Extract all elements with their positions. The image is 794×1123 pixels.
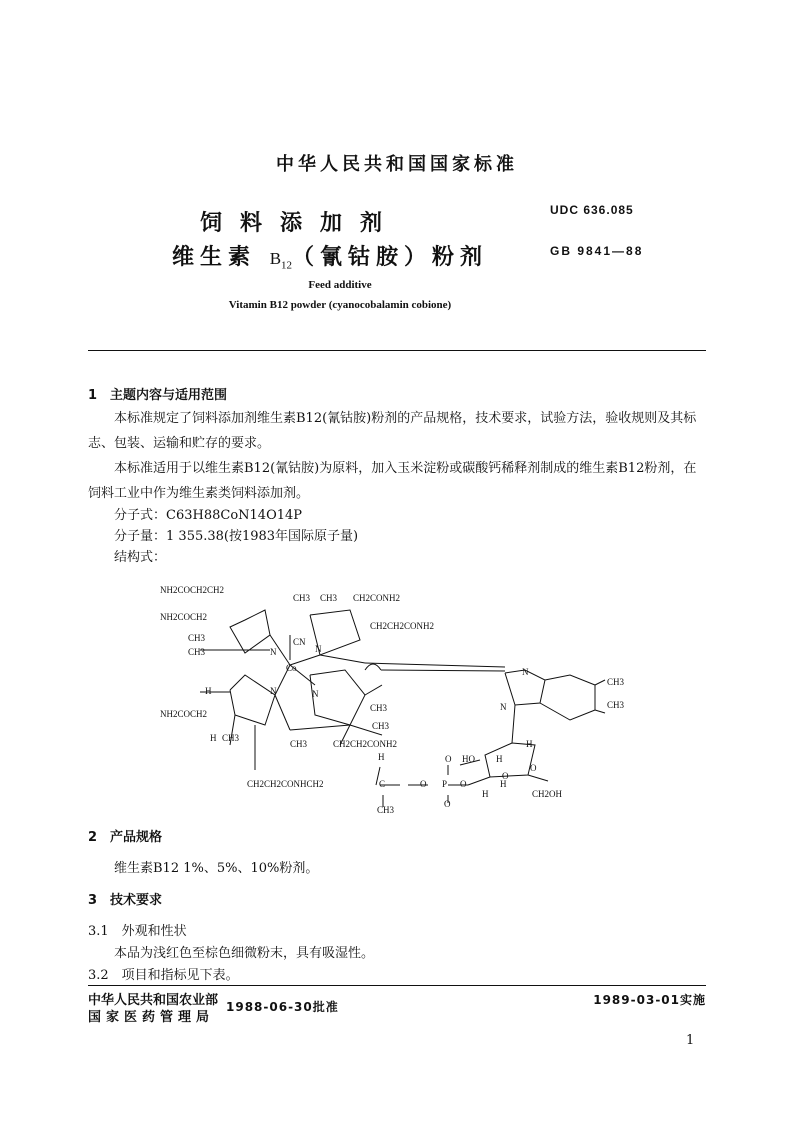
formula-line <box>114 504 302 523</box>
section3-1-heading: 3.1 外观和性状 <box>88 924 187 939</box>
effective-date: 1989-03-01实施 <box>593 993 706 1007</box>
label-h-5: H <box>496 754 503 764</box>
english-title-2: Vitamin B12 powder (cyanocobalamin cobione) <box>228 299 452 311</box>
label-n-1: N <box>270 647 277 657</box>
structure-labels <box>160 585 625 815</box>
standard-title: 中华人民共和国国家标准 <box>276 154 518 175</box>
label-o-4: O <box>444 799 451 809</box>
approve-date: 1988-06-30批准 <box>226 1000 339 1014</box>
label-ch3-i: CH3 <box>607 677 625 687</box>
label-nh2coch2ch2-top: NH2COCH2CH2 <box>160 585 225 595</box>
label-o-3: O <box>460 779 467 789</box>
label-ch3-k: CH3 <box>377 805 395 815</box>
label-h-2: H <box>210 733 217 743</box>
label-nh2coch2-bottom: NH2COCH2 <box>160 709 208 719</box>
mass-label: 分子量： <box>114 529 167 544</box>
label-ch2oh: CH2OH <box>532 789 563 799</box>
structural-formula <box>150 575 650 815</box>
label-n-4: N <box>312 689 319 699</box>
formula-label: 分子式： <box>114 508 167 523</box>
label-cn: CN <box>293 637 306 647</box>
section2-text: 维生素B12 1%、5%、10%粉剂。 <box>114 861 319 876</box>
title-b12: $B_{12}$ <box>269 249 293 272</box>
label-o-2: O <box>420 779 427 789</box>
mass-value: 1 355.38(按1983年国际原子量) <box>166 529 359 544</box>
label-p: P <box>442 779 448 789</box>
label-ch2ch2conhch2: CH2CH2CONHCH2 <box>247 779 324 789</box>
label-ch2ch2conh2-right: CH2CH2CONH2 <box>370 621 435 631</box>
gb-number: GB 9841—88 <box>550 244 644 258</box>
mass-line <box>114 525 358 544</box>
title-suffix: （氰钴胺）粉剂 <box>292 245 489 270</box>
formula-value: C63H88CoN14O14P <box>166 508 303 523</box>
label-h-1: H <box>205 686 212 696</box>
section3-heading: 3 技术要求 <box>88 893 163 908</box>
section3-1-text: 本品为浅红色至棕色细微粉末，具有吸湿性。 <box>114 946 375 961</box>
header-rule <box>88 350 706 351</box>
english-title-1: Feed additive <box>308 279 372 291</box>
approver-1: 中华人民共和国农业部 <box>88 993 219 1008</box>
structure-bonds <box>200 610 605 807</box>
title-line-1: 饲料添加剂 <box>200 211 401 236</box>
section1-heading: 1 主题内容与适用范围 <box>88 388 228 403</box>
footer-rule <box>88 985 706 986</box>
label-ch3-h: CH3 <box>290 739 308 749</box>
structure-label: 结构式： <box>114 550 167 565</box>
label-c: C <box>379 779 386 789</box>
label-h-6: H <box>482 789 489 799</box>
label-h-4: H <box>378 752 385 762</box>
label-ch3-g: CH3 <box>222 733 240 743</box>
section2-heading: 2 产品规格 <box>88 830 163 845</box>
label-o-ring: O <box>530 763 537 773</box>
section1-para2: 本标准适用于以维生素B12(氰钴胺)为原料，加入玉米淀粉或碳酸钙稀释剂制成的维生素B12粉剂，在饲料工业中作为维生素类饲料添加剂。 <box>88 461 697 501</box>
label-ch3-d: CH3 <box>188 647 206 657</box>
label-ch3-b: CH3 <box>320 593 338 603</box>
title-line-2 <box>172 240 488 271</box>
label-h-7: H <box>500 779 507 789</box>
label-ch3-e: CH3 <box>370 703 388 713</box>
section1-para1: 本标准规定了饲料添加剂维生素B12(氰钴胺)粉剂的产品规格，技术要求，试验方法，验收规则及其标志、包装、运输和贮存的要求。 <box>88 411 697 451</box>
label-nh2coch2-top: NH2COCH2 <box>160 612 208 622</box>
approver-2: 国家医药管理局 <box>88 1010 215 1025</box>
approver-block <box>88 992 218 1026</box>
label-ch2ch2conh2-bottom: CH2CH2CONH2 <box>333 739 398 749</box>
section3-2-heading: 3.2 项目和指标见下表。 <box>88 968 239 983</box>
label-ch3-c: CH3 <box>188 633 206 643</box>
label-n-5: N <box>522 667 529 677</box>
label-o-1: O <box>445 754 452 764</box>
label-n-3: N <box>270 686 277 696</box>
label-ch3-a: CH3 <box>293 593 311 603</box>
label-co: Co <box>286 663 297 673</box>
udc-code: UDC 636.085 <box>550 203 634 217</box>
title-prefix: 维生素 <box>172 245 257 270</box>
label-ch3-j: CH3 <box>607 700 625 710</box>
label-n-2: N <box>315 644 322 654</box>
label-ho: HO <box>462 754 475 764</box>
label-ch3-f: CH3 <box>372 721 390 731</box>
label-n-6: N <box>500 702 507 712</box>
label-h-3: H <box>526 739 533 749</box>
label-o-5: O <box>502 771 509 781</box>
label-ch2conh2: CH2CONH2 <box>353 593 401 603</box>
page-number: 1 <box>686 1033 695 1048</box>
